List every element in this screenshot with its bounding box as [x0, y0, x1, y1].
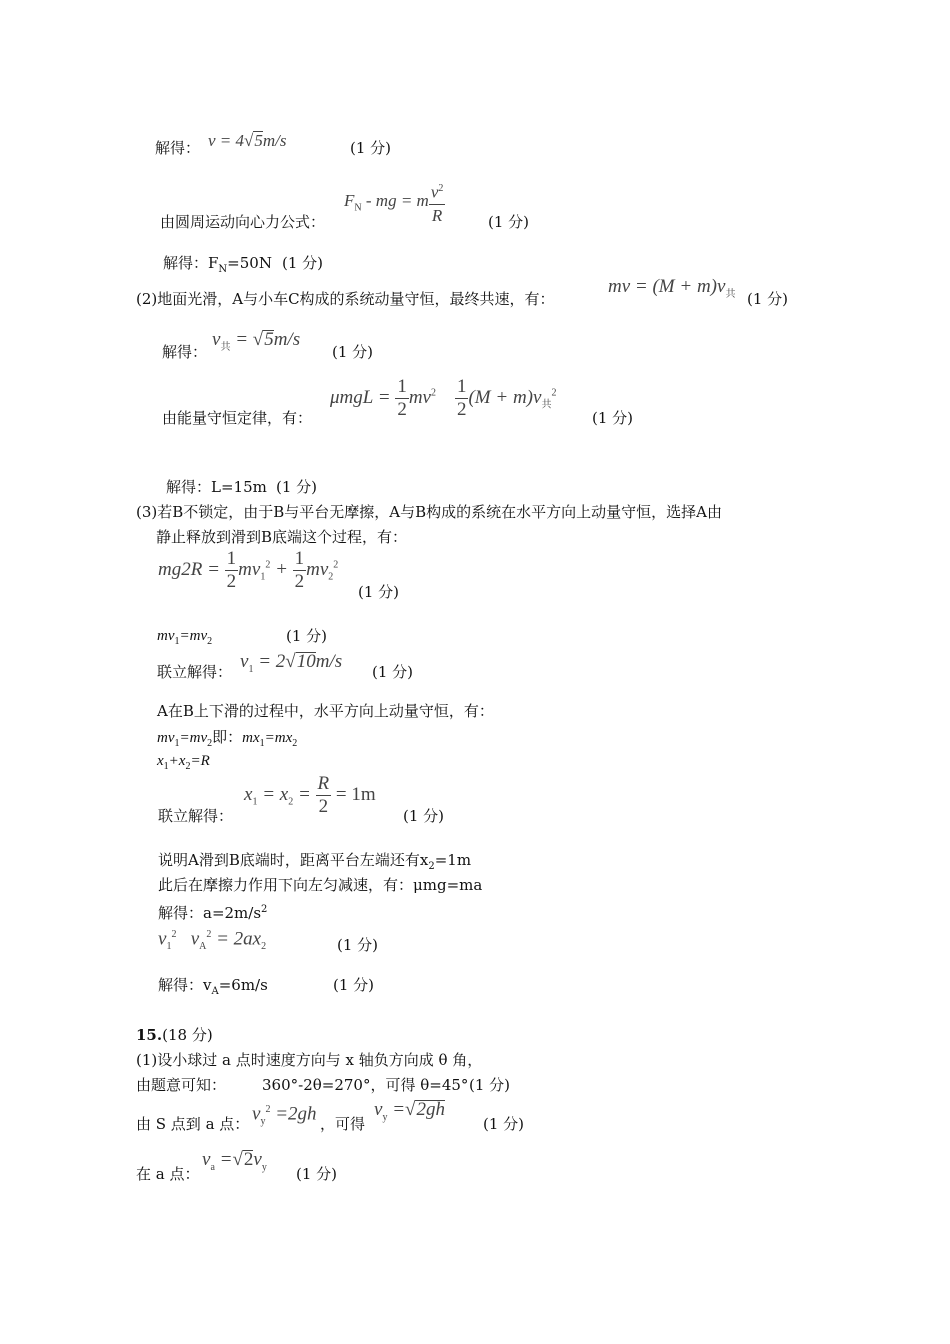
- q15-heading: 15.(18 分): [136, 1026, 213, 1044]
- energy-label: 由能量守恒定律，有：: [162, 409, 313, 427]
- equation-x1-x2: $x_1 = x_2$ = $\frac{R}{2}$ = 1m: [244, 773, 376, 817]
- score-6: (1 分): [592, 409, 634, 427]
- score-21: (1 分): [333, 976, 375, 994]
- equation-displacement-relation: $mv_1=mv_2$即：$mx_1=mx_2$: [157, 728, 298, 749]
- score-5: (1 分): [332, 343, 374, 361]
- equation-centripetal: $F_N$ - mg = m $\frac{v^2}{R}$: [344, 178, 445, 227]
- score-7: (1 分): [276, 478, 318, 496]
- q15-line-2-equation: 360°-2θ=270°，可得 θ=45°: [262, 1076, 469, 1094]
- score-10: (1 分): [358, 583, 400, 601]
- friction-statement: 此后在摩擦力作用下向左匀减速，有：μmg=ma: [158, 876, 483, 894]
- equation-vy: $v_y =√2gh$: [374, 1099, 445, 1123]
- score-11: (1 分): [286, 627, 328, 645]
- solve-label-1: 解得：: [155, 139, 201, 157]
- q15-line-1: (1)设小球过 a 点时速度方向与 x 轴负方向成 θ 角，: [136, 1051, 483, 1069]
- result-a: 解得：$a=2m/s^2$: [158, 904, 268, 922]
- result-va: 解得：$v_A=6m/s$: [158, 976, 268, 997]
- solve-label-5: 解得：: [162, 343, 208, 361]
- equation-v-4root5: v = 4√5m/s: [208, 131, 287, 150]
- score-1: (1 分): [350, 139, 392, 157]
- q15-line-3-mid: ，可得: [320, 1115, 366, 1133]
- horizontal-momentum-statement: A在B上下滑的过程中，水平方向上动量守恒，有：: [157, 702, 494, 720]
- q15-score-3: (1 分): [483, 1115, 525, 1133]
- equation-va: $v_a =√2v_y$: [202, 1149, 267, 1173]
- equation-energy: μmgL = $\frac{1}{2}$ $mv^2$ $\frac{1}{2}$ $(M + m)v_共^2$: [330, 376, 557, 420]
- equation-sum-x: $x_1+x_2=R$: [157, 753, 210, 772]
- equation-vy-squared: $v_y^2 =2gh$: [252, 1103, 317, 1128]
- q15-line-4-label: 在 a 点：: [136, 1165, 200, 1183]
- solve-label-16: 联立解得：: [158, 807, 234, 825]
- result-fn: 解得：$F_N=50N$: [163, 254, 272, 275]
- score-2: (1 分): [488, 213, 530, 231]
- score-4: (1 分): [747, 290, 789, 308]
- part3-statement-cont: 静止释放到滑到B底端这个过程，有：: [156, 528, 408, 546]
- q15-line-2-label: 由题意可知：: [136, 1076, 227, 1094]
- q15-line-3-label: 由 S 点到 a 点：: [136, 1115, 250, 1133]
- equation-momentum-2: $mv_1=mv_2$: [157, 628, 213, 647]
- centripetal-label: 由圆周运动向心力公式：: [160, 213, 326, 231]
- distance-statement: 说明A滑到B底端时，距离平台左端还有$x_2=1m$: [158, 851, 472, 872]
- equation-vgong: $v_共 = √5m/s$: [212, 329, 301, 353]
- result-L: 解得：L=15m: [166, 478, 267, 496]
- equation-v1: $v_1 = 2√10m/s$: [240, 651, 343, 675]
- q15-score-4: (1 分): [296, 1165, 338, 1183]
- q15-score-2: (1 分): [469, 1076, 511, 1094]
- equation-momentum: mv = $(M + m)v_共$: [608, 276, 736, 300]
- equation-kinematics: $v_1^2$ $v_A^2 = 2ax_2$: [158, 928, 267, 953]
- score-16: (1 分): [403, 807, 445, 825]
- equation-energy-2: mg2R = $\frac{1}{2}$ $mv_1^2$ + $\frac{1}{2}$ $mv_2^2$: [158, 548, 339, 592]
- part2-statement: (2)地面光滑，A与小车C构成的系统动量守恒，最终共速，有：: [136, 290, 555, 308]
- score-3: (1 分): [282, 254, 324, 272]
- score-12: (1 分): [372, 663, 414, 681]
- score-20: (1 分): [337, 936, 379, 954]
- solve-label-12: 联立解得：: [157, 663, 233, 681]
- part3-statement: (3)若B不锁定，由于B与平台无摩擦，A与B构成的系统在水平方向上动量守恒，选择A由: [136, 503, 722, 521]
